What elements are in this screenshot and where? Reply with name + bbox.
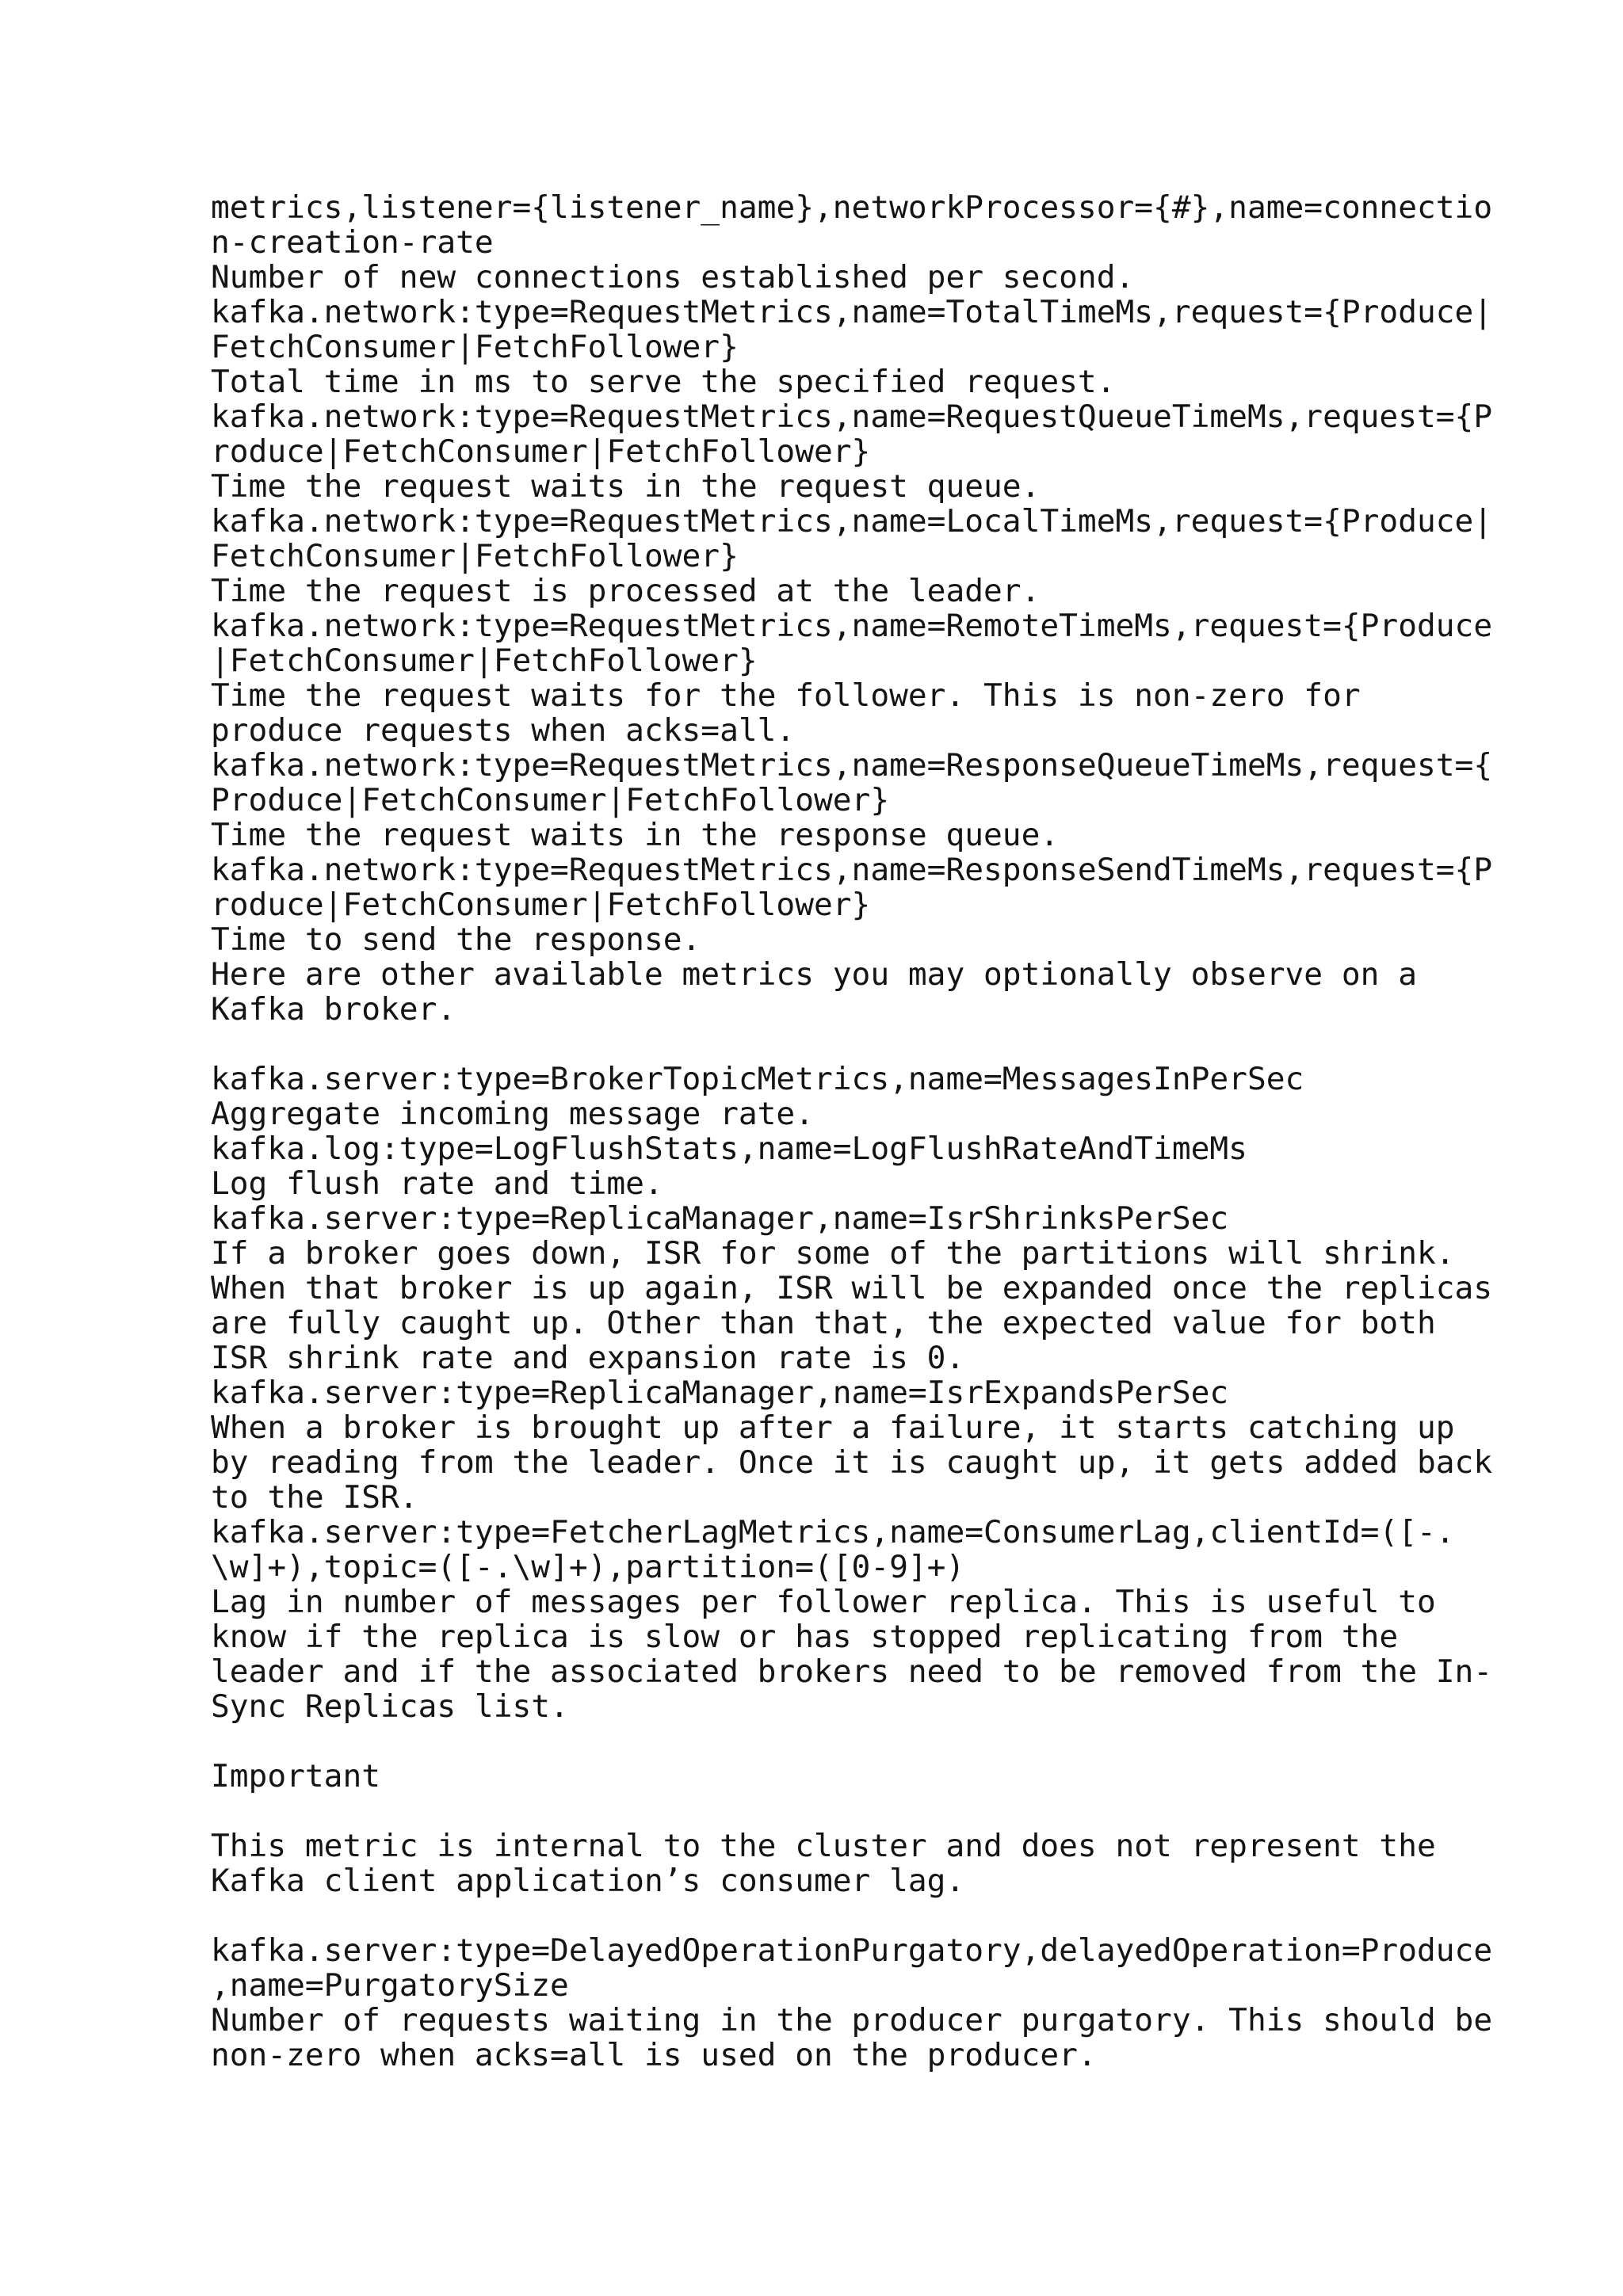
text-line: Total time in ms to serve the specified request. [211,364,1116,400]
text-line: kafka.network:type=RequestMetrics,name=ResponseSendTimeMs,request={P [211,852,1493,888]
blank-line [211,1898,1431,1933]
text-line: Here are other available metrics you may optionally observe on a [211,956,1417,993]
blank-line [211,1794,1431,1829]
text-line: Time the request waits for the follower. This is non-zero for [211,677,1361,714]
text-line: leader and if the associated brokers need to be removed from the In- [211,1653,1493,1690]
text-line: Time the request is processed at the leader. [211,573,1041,609]
text-line: FetchConsumer|FetchFollower} [211,329,739,365]
text-line: When a broker is brought up after a failure, it starts catching up [211,1409,1455,1446]
text-line: kafka.network:type=RequestMetrics,name=RequestQueueTimeMs,request={P [211,399,1493,435]
text-line: by reading from the leader. Once it is caught up, it gets added back [211,1444,1493,1481]
text-line: metrics,listener={listener_name},networkProcessor={#},name=connectio [211,189,1493,226]
text-line: Produce|FetchConsumer|FetchFollower} [211,782,890,818]
text-line: |FetchConsumer|FetchFollower} [211,643,758,679]
document-body [211,189,1493,2073]
text-line: n-creation-rate [211,224,494,261]
text-line: kafka.network:type=RequestMetrics,name=RemoteTimeMs,request={Produce [211,608,1493,644]
text-line: roduce|FetchConsumer|FetchFollower} [211,433,871,470]
text-line: kafka.network:type=RequestMetrics,name=LocalTimeMs,request={Produce| [211,503,1493,540]
text-line: to the ISR. [211,1479,418,1516]
text-line: \w]+),topic=([-.\w]+),partition=([0-9]+) [211,1549,965,1585]
text-line: FetchConsumer|FetchFollower} [211,538,739,574]
text-line: Time to send the response. [211,921,701,958]
text-line: kafka.server:type=DelayedOperationPurgatory,delayedOperation=Produce [211,1932,1493,1969]
text-line: Number of requests waiting in the producer purgatory. This should be [211,2002,1493,2039]
text-line: kafka.server:type=BrokerTopicMetrics,name=MessagesInPerSec [211,1061,1304,1097]
text-line: Log flush rate and time. [211,1165,663,1202]
text-line: Kafka client application’s consumer lag. [211,1863,965,1899]
text-line: kafka.server:type=FetcherLagMetrics,name=ConsumerLag,clientId=([-. [211,1514,1455,1550]
blank-line [211,1724,1431,1759]
text-line: produce requests when acks=all. [211,712,796,749]
text-line: kafka.network:type=RequestMetrics,name=TotalTimeMs,request={Produce| [211,294,1493,330]
text-line: ISR shrink rate and expansion rate is 0. [211,1340,965,1376]
text-line: roduce|FetchConsumer|FetchFollower} [211,887,871,923]
text-line: Sync Replicas list. [211,1688,569,1725]
text-line: kafka.log:type=LogFlushStats,name=LogFlushRateAndTimeMs [211,1131,1247,1167]
text-line: Important [211,1758,381,1794]
text-line: kafka.server:type=ReplicaManager,name=IsrExpandsPerSec [211,1375,1229,1411]
text-line: Number of new connections established per second. [211,259,1135,296]
text-line: Lag in number of messages per follower replica. This is useful to [211,1584,1436,1620]
text-line: kafka.network:type=RequestMetrics,name=ResponseQueueTimeMs,request={ [211,747,1493,784]
text-line: Time the request waits in the request queue. [211,468,1041,505]
text-line: If a broker goes down, ISR for some of the partitions will shrink. [211,1235,1455,1272]
text-line: kafka.server:type=ReplicaManager,name=IsrShrinksPerSec [211,1200,1229,1237]
text-line: are fully caught up. Other than that, the expected value for both [211,1305,1436,1341]
text-line: non-zero when acks=all is used on the producer. [211,2037,1097,2073]
text-line: ,name=PurgatorySize [211,1967,569,2004]
text-line: This metric is internal to the cluster and does not represent the [211,1828,1436,1864]
blank-line [211,1027,1431,1062]
text-line: Kafka broker. [211,991,456,1028]
text-line: Aggregate incoming message rate. [211,1096,814,1132]
text-line: know if the replica is slow or has stopped replicating from the [211,1619,1399,1655]
text-line: When that broker is up again, ISR will be expanded once the replicas [211,1270,1493,1306]
text-line: Time the request waits in the response queue. [211,817,1060,853]
